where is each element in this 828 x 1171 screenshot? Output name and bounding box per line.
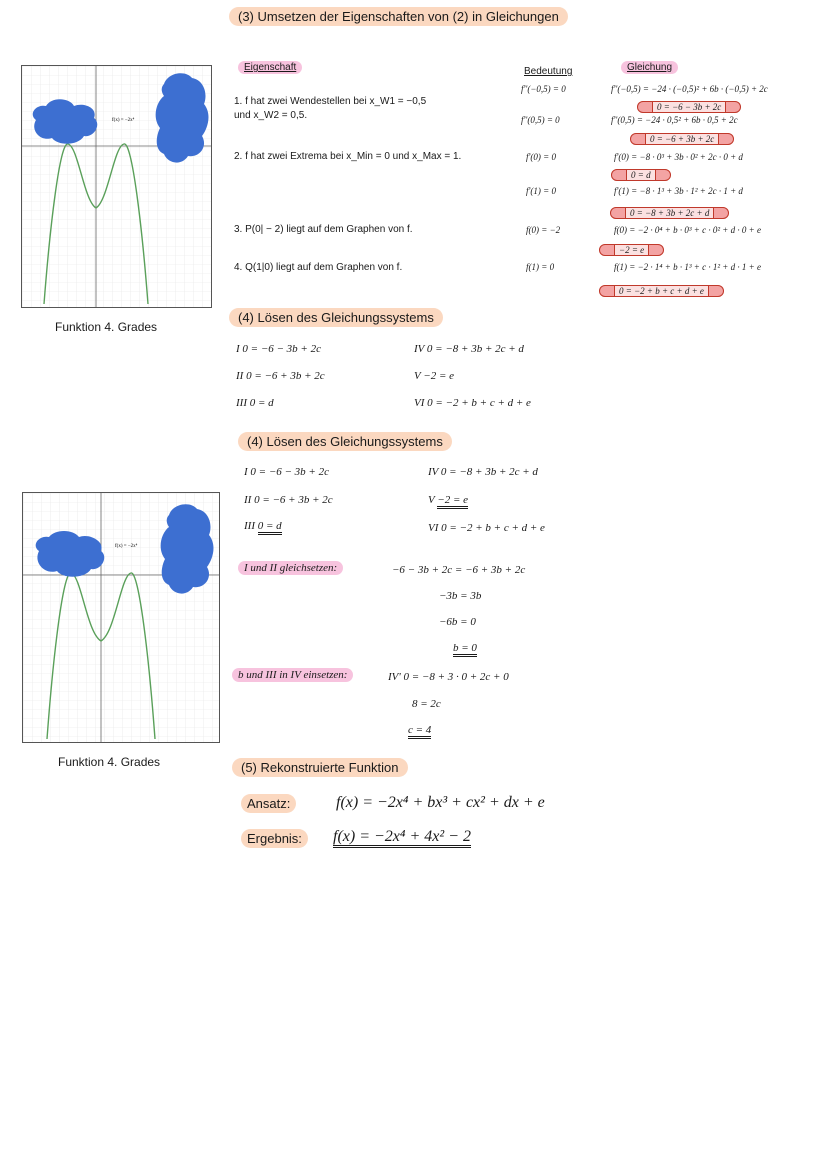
gleichung-6: f(1) = −2 · 1⁴ + b · 1³ + c · 1² + d · 1 + e <box>614 262 761 272</box>
function-label: f(x) = −2x⁴ <box>112 118 135 123</box>
blob-right-2 <box>161 504 214 593</box>
property-3: 3. P(0| − 2) liegt auf dem Graphen von f. <box>234 224 413 235</box>
graph1-caption: Funktion 4. Grades <box>55 320 158 334</box>
box-1: 0 = −6 − 3b + 2c <box>637 97 741 115</box>
box-4: 0 = −8 + 3b + 2c + d <box>610 203 729 221</box>
col-bedeutung: Bedeutung <box>524 66 573 77</box>
bedeutung-5: f(0) = −2 <box>526 225 561 235</box>
eq-b-I: I 0 = −6 − 3b + 2c <box>244 466 329 478</box>
eq-VI: VI 0 = −2 + b + c + d + e <box>414 397 531 409</box>
eq-b-IV: IV 0 = −8 + 3b + 2c + d <box>428 466 538 478</box>
step1-line1: −6 − 3b + 2c = −6 + 3b + 2c <box>392 564 526 576</box>
section5-title: (5) Rekonstruierte Funktion <box>232 760 408 775</box>
property-1a: 1. f hat zwei Wendestellen bei x_W1 = −0,5 <box>234 96 427 107</box>
graph-1 <box>21 65 212 308</box>
eq-V: V −2 = e <box>414 370 454 382</box>
blob-right <box>156 73 209 162</box>
eq-b-II: II 0 = −6 + 3b + 2c <box>244 494 333 506</box>
bedeutung-6: f(1) = 0 <box>526 262 555 272</box>
ansatz-formula: f(x) = −2x⁴ + bx³ + cx² + dx + e <box>336 794 545 811</box>
box-5: −2 = e <box>599 240 664 258</box>
property-1b: und x_W2 = 0,5. <box>234 110 308 121</box>
ansatz-label: Ansatz: <box>241 796 296 811</box>
ergebnis-label: Ergebnis: <box>241 831 308 846</box>
col-eigenschaft: Eigenschaft <box>238 62 302 73</box>
eq-III: III 0 = d <box>236 397 274 409</box>
step1-label: I und II gleichsetzen: <box>238 562 343 574</box>
step2-line: IV' 0 = −8 + 3 · 0 + 2c + 0 <box>388 671 509 683</box>
section4b-title: (4) Lösen des Gleichungssystems <box>238 434 452 449</box>
bedeutung-3: f'(0) = 0 <box>526 152 556 162</box>
gleichung-5: f(0) = −2 · 0⁴ + b · 0³ + c · 0² + d · 0 + e <box>614 225 761 235</box>
eq-b-VI: VI 0 = −2 + b + c + d + e <box>428 522 545 534</box>
bedeutung-1: f''(−0,5) = 0 <box>521 84 566 94</box>
eq-II: II 0 = −6 + 3b + 2c <box>236 370 325 382</box>
eq-b-V: V −2 = e <box>428 494 468 506</box>
eq-IV: IV 0 = −8 + 3b + 2c + d <box>414 343 524 355</box>
step1-result: b = 0 <box>453 642 477 654</box>
box-6: 0 = −2 + b + c + d + e <box>599 281 724 299</box>
function-label-2: f(x) = −2x⁴ <box>115 544 138 549</box>
box-2: 0 = −6 + 3b + 2c <box>630 129 734 147</box>
gleichung-4: f'(1) = −8 · 1³ + 3b · 1² + 2c · 1 + d <box>614 186 743 196</box>
ergebnis-formula: f(x) = −2x⁴ + 4x² − 2 <box>333 828 471 846</box>
gleichung-1: f''(−0,5) = −24 · (−0,5)² + 6b · (−0,5) + 2c <box>611 84 768 94</box>
step2-label: b und III in IV einsetzen: <box>232 669 353 681</box>
eq-I: I 0 = −6 − 3b + 2c <box>236 343 321 355</box>
gleichung-2: f''(0,5) = −24 · 0,5² + 6b · 0,5 + 2c <box>611 115 738 125</box>
section3-title: (3) Umsetzen der Eigenschaften von (2) in Gleichungen <box>229 9 568 24</box>
col-gleichung: Gleichung <box>621 62 678 73</box>
section4a-title: (4) Lösen des Gleichungssystems <box>229 310 443 325</box>
bedeutung-4: f'(1) = 0 <box>526 186 556 196</box>
step1-line2: −3b = 3b <box>439 590 482 602</box>
graph-2 <box>22 492 220 743</box>
gleichung-3: f'(0) = −8 · 0³ + 3b · 0² + 2c · 0 + d <box>614 152 743 162</box>
eq-b-III: III 0 = d <box>244 520 282 532</box>
property-4: 4. Q(1|0) liegt auf dem Graphen von f. <box>234 262 403 273</box>
graph2-caption: Funktion 4. Grades <box>58 755 161 769</box>
step2-result: c = 4 <box>408 724 431 736</box>
step1-line3: −6b = 0 <box>439 616 476 628</box>
box-3: 0 = d <box>611 165 671 183</box>
property-2: 2. f hat zwei Extrema bei x_Min = 0 und x_Max = 1. <box>234 151 462 162</box>
step2-mid: 8 = 2c <box>412 698 441 710</box>
bedeutung-2: f''(0,5) = 0 <box>521 115 560 125</box>
